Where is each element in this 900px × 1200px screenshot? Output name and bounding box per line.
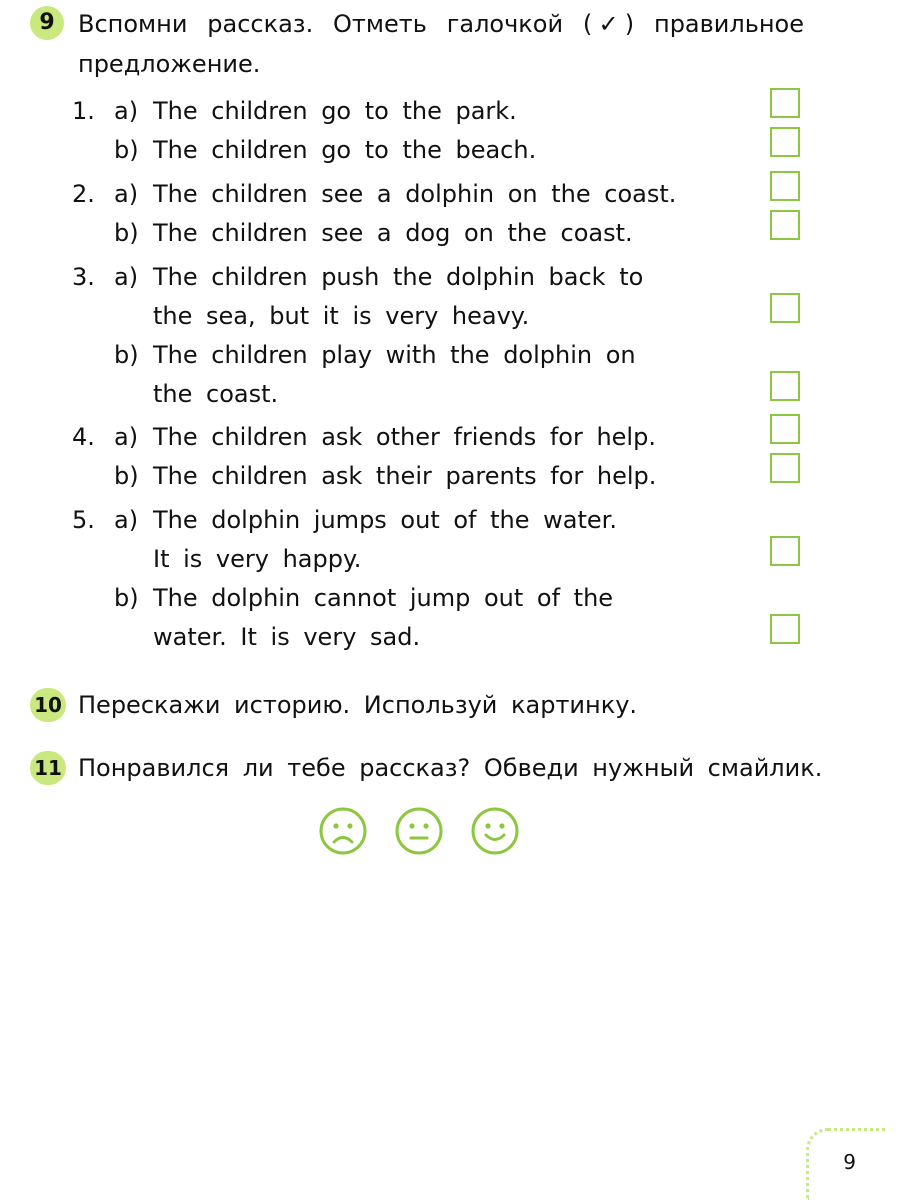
item-4b-checkbox[interactable] bbox=[770, 453, 800, 483]
task-10-instruction: Перескажи историю. Используй картинку. bbox=[78, 691, 638, 719]
item-3a-sentence-line-1: The children push the dolphin back to bbox=[153, 263, 644, 291]
item-5b-sentence-line-2: water. It is very sad. bbox=[153, 623, 421, 651]
item-1-number: 1. bbox=[72, 97, 95, 125]
item-2b-letter: b) bbox=[114, 219, 139, 247]
sad-face-icon[interactable] bbox=[318, 806, 368, 856]
task-10-number-badge: 10 bbox=[30, 688, 66, 722]
item-5a-sentence-line-1: The dolphin jumps out of the water. bbox=[153, 506, 617, 534]
item-5b-sentence-line-1: The dolphin cannot jump out of the bbox=[153, 584, 614, 612]
item-1a-letter: a) bbox=[114, 97, 139, 125]
item-2-number: 2. bbox=[72, 180, 95, 208]
item-5b-checkbox[interactable] bbox=[770, 614, 800, 644]
smiley-choices bbox=[318, 806, 520, 856]
item-2a-checkbox[interactable] bbox=[770, 171, 800, 201]
item-2b-checkbox[interactable] bbox=[770, 210, 800, 240]
item-3b-letter: b) bbox=[114, 341, 139, 369]
item-2b-sentence: The children see a dog on the coast. bbox=[153, 219, 633, 247]
item-5a-letter: a) bbox=[114, 506, 139, 534]
item-4a-letter: a) bbox=[114, 423, 139, 451]
item-1a-checkbox[interactable] bbox=[770, 88, 800, 118]
item-4b-letter: b) bbox=[114, 462, 139, 490]
item-3-number: 3. bbox=[72, 263, 95, 291]
task-11-number-badge: 11 bbox=[30, 751, 66, 785]
item-3a-sentence-line-2: the sea, but it is very heavy. bbox=[153, 302, 530, 330]
item-3a-checkbox[interactable] bbox=[770, 293, 800, 323]
item-1b-letter: b) bbox=[114, 136, 139, 164]
task-9-instruction: Вспомни рассказ. Отметь галочкой (✓) правильное предложение. bbox=[78, 10, 804, 78]
item-2a-letter: a) bbox=[114, 180, 139, 208]
item-4b-sentence: The children ask their parents for help. bbox=[153, 462, 657, 490]
neutral-face-icon[interactable] bbox=[394, 806, 444, 856]
page-number: 9 bbox=[843, 1150, 856, 1174]
item-5-number: 5. bbox=[72, 506, 95, 534]
item-3b-sentence-line-2: the coast. bbox=[153, 380, 279, 408]
item-1a-sentence: The children go to the park. bbox=[153, 97, 517, 125]
item-3b-checkbox[interactable] bbox=[770, 371, 800, 401]
item-5a-sentence-line-2: It is very happy. bbox=[153, 545, 362, 573]
item-2a-sentence: The children see a dolphin on the coast. bbox=[153, 180, 677, 208]
item-5a-checkbox[interactable] bbox=[770, 536, 800, 566]
item-5b-letter: b) bbox=[114, 584, 139, 612]
item-3a-letter: a) bbox=[114, 263, 139, 291]
item-4a-checkbox[interactable] bbox=[770, 414, 800, 444]
item-4-number: 4. bbox=[72, 423, 95, 451]
happy-face-icon[interactable] bbox=[470, 806, 520, 856]
task-9-number-badge: 9 bbox=[30, 6, 64, 40]
item-1b-sentence: The children go to the beach. bbox=[153, 136, 537, 164]
item-1b-checkbox[interactable] bbox=[770, 127, 800, 157]
item-3b-sentence-line-1: The children play with the dolphin on bbox=[153, 341, 636, 369]
task-11-instruction: Понравился ли тебе рассказ? Обведи нужный смайлик. bbox=[78, 754, 823, 782]
item-4a-sentence: The children ask other friends for help. bbox=[153, 423, 656, 451]
